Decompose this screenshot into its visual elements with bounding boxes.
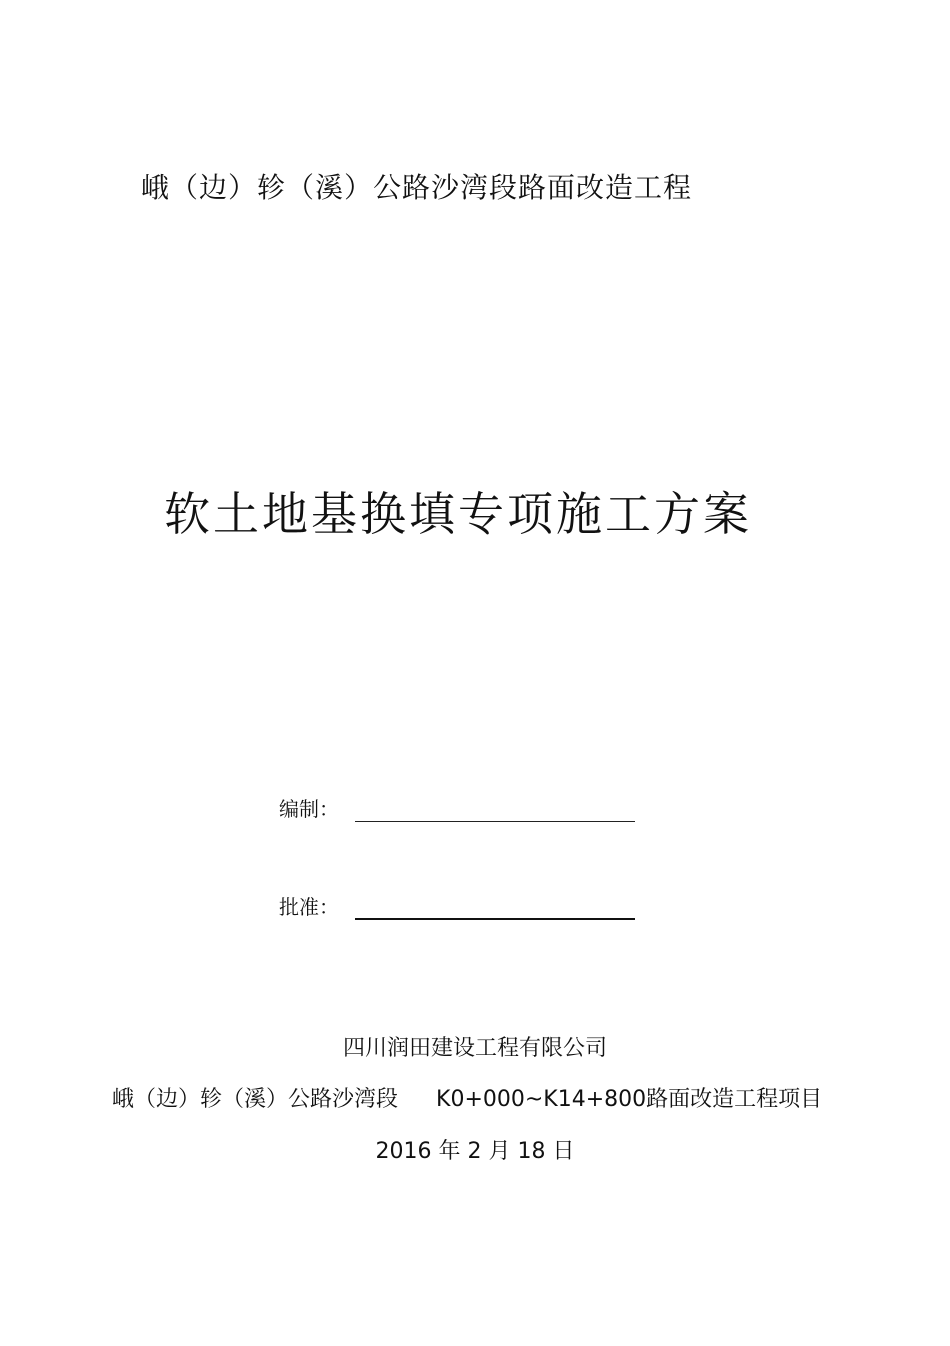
project-road-section: 峨（边）轸（溪）公路沙湾段: [112, 1087, 399, 1112]
approved-by-row: [279, 890, 635, 920]
project-scope-line: [112, 1082, 822, 1113]
approved-by-label: 批准：: [279, 895, 339, 919]
project-title: 峨（边）轸（溪）公路沙湾段路面改造工程: [141, 171, 693, 204]
document-date: 2016 年 2 月 18 日: [375, 1139, 575, 1164]
main-title: 软土地基换填专项施工方案: [164, 487, 752, 541]
compiled-by-signature-line: [355, 799, 635, 822]
compiled-by-row: [279, 792, 635, 822]
approved-by-signature-line: [355, 896, 635, 920]
compiled-by-label: 编制：: [279, 797, 339, 821]
company-name: 四川润田建设工程有限公司: [342, 1036, 607, 1061]
project-chainage: K0+000~K14+800路面改造工程项目: [436, 1087, 823, 1112]
